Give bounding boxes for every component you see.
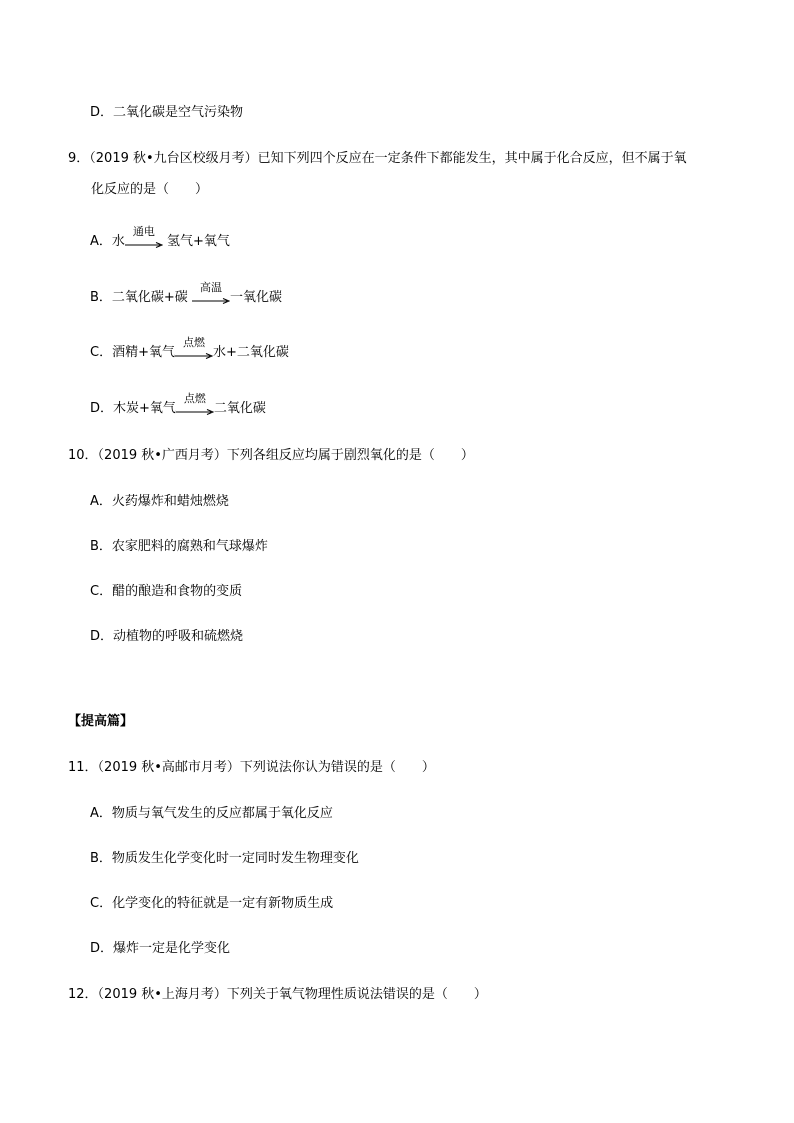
q9-option-b — [90, 281, 282, 307]
q9-a-suffix: 氢气+氧气 — [162, 234, 230, 249]
q9-option-c — [90, 336, 289, 362]
q9-c-prefix: C．酒精+氧气 — [90, 345, 175, 360]
q9-a-prefix: A．水 — [90, 234, 125, 249]
section-heading: 【提高篇】 — [68, 714, 134, 729]
condition-label: 点燃 — [182, 336, 205, 349]
condition-label: 点燃 — [183, 392, 206, 405]
q8-option-d: D．二氧化碳是空气污染物 — [90, 105, 244, 120]
reaction-condition-arrow — [192, 281, 230, 307]
q10-option-d: D．动植物的呼吸和硫燃烧 — [90, 629, 244, 644]
q9-b-prefix: B．二氧化碳+碳 — [90, 290, 192, 305]
arrow-icon — [192, 298, 230, 304]
q12-stem: 12．（2019 秋•上海月考）下列关于氧气物理性质说法错误的是（ ） — [68, 987, 487, 1002]
q11-option-b: B．物质发生化学变化时一定同时发生物理变化 — [90, 851, 359, 866]
q11-option-d: D．爆炸一定是化学变化 — [90, 941, 231, 956]
q9-b-suffix: 一氧化碳 — [229, 290, 282, 305]
q11-option-a: A．物质与氧气发生的反应都属于氧化反应 — [90, 806, 333, 821]
condition-label: 高温 — [199, 281, 222, 294]
reaction-condition-arrow — [176, 392, 214, 418]
q10-option-a: A．火药爆炸和蜡烛燃烧 — [90, 494, 229, 509]
condition-label: 通电 — [132, 225, 155, 238]
arrow-icon — [125, 242, 163, 248]
q9-stem-line2: 化反应的是（ ） — [91, 182, 209, 197]
q10-option-b: B．农家肥料的腐熟和气球爆炸 — [90, 539, 268, 554]
q10-stem: 10．（2019 秋•广西月考）下列各组反应均属于剧烈氧化的是（ ） — [68, 448, 474, 463]
q9-option-d — [90, 392, 266, 418]
arrow-icon — [176, 409, 214, 415]
arrow-icon — [175, 353, 213, 359]
q11-option-c: C．化学变化的特征就是一定有新物质生成 — [90, 896, 334, 911]
q9-d-prefix: D．木炭+氧气 — [90, 401, 176, 416]
q9-d-suffix: 二氧化碳 — [213, 401, 266, 416]
reaction-condition-arrow — [125, 225, 163, 251]
q9-stem-line1: 9．（2019 秋•九台区校级月考）已知下列四个反应在一定条件下都能发生，其中属于化合反应，但不属于氧 — [68, 151, 687, 166]
q10-option-c: C．醋的酿造和食物的变质 — [90, 584, 243, 599]
reaction-condition-arrow — [175, 336, 213, 362]
q9-option-a — [90, 225, 230, 251]
q11-stem: 11．（2019 秋•高邮市月考）下列说法你认为错误的是（ ） — [68, 760, 435, 775]
q9-c-suffix: 水+二氧化碳 — [212, 345, 289, 360]
